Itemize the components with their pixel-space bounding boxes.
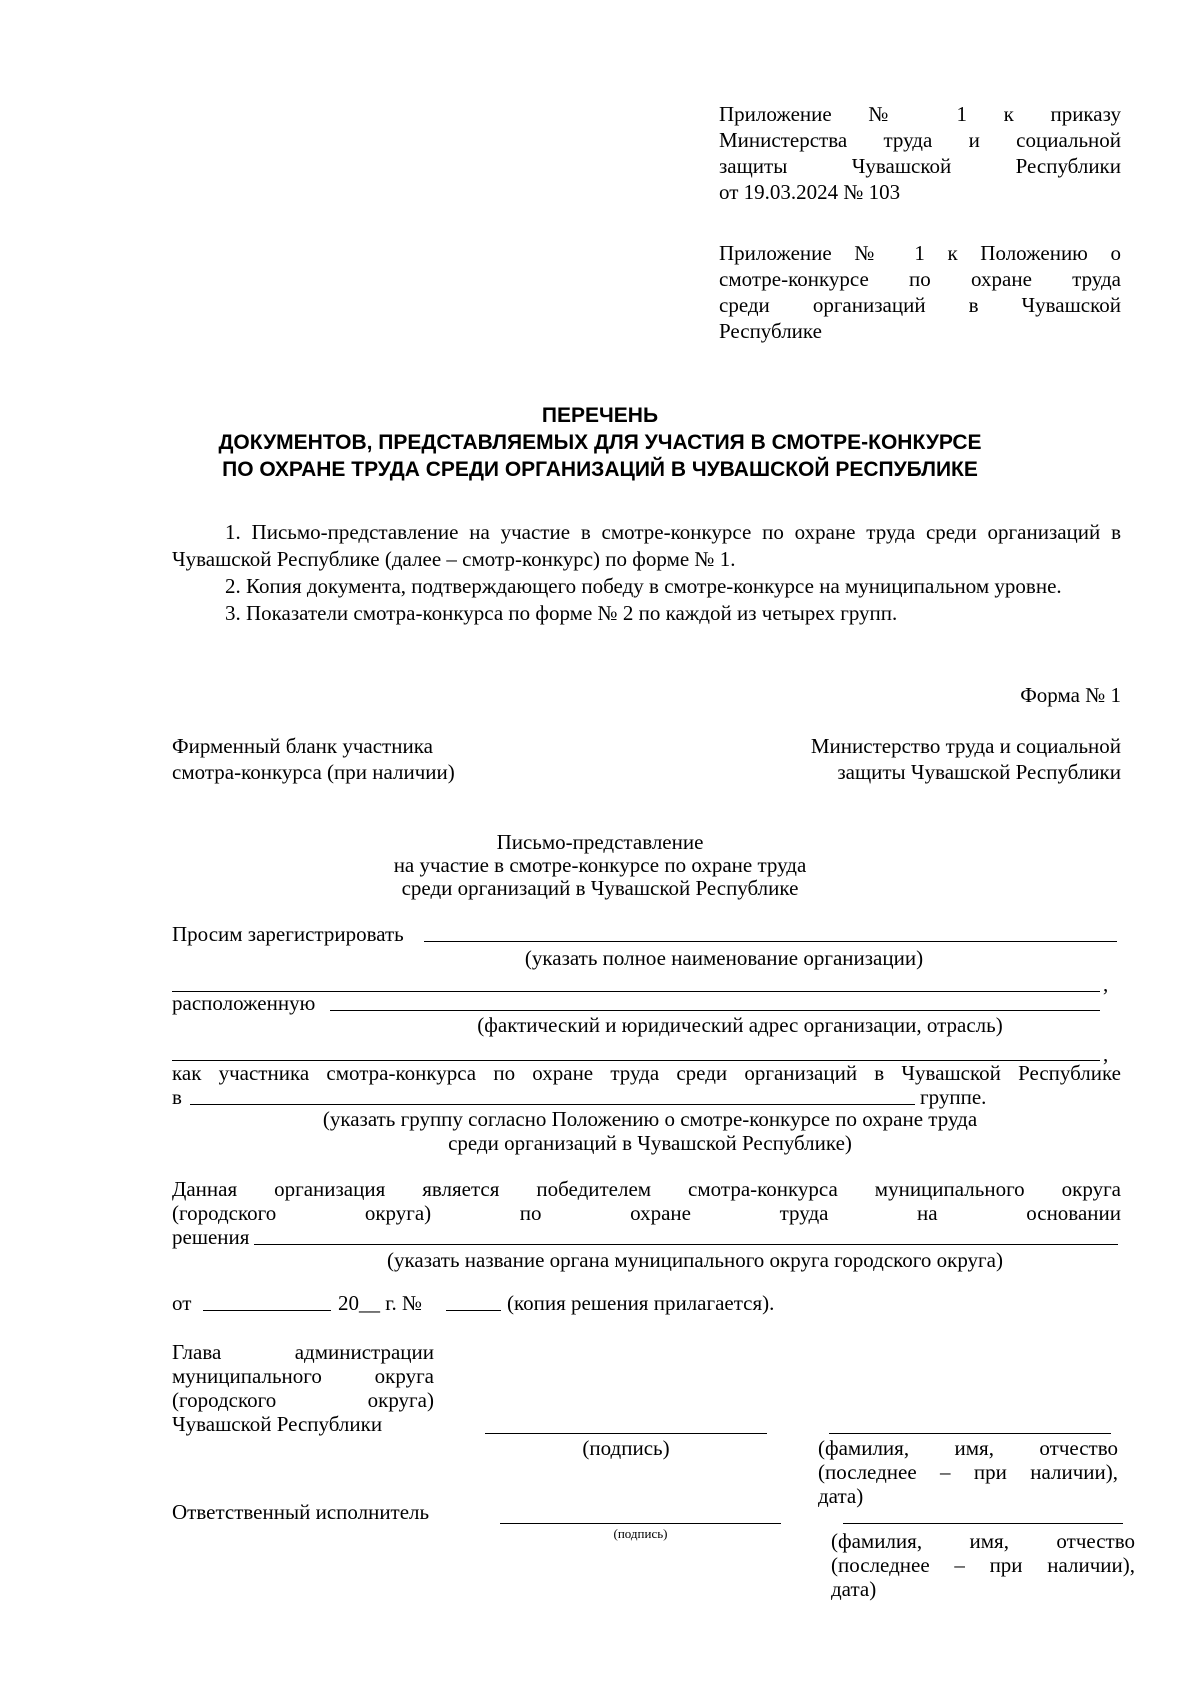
- head-fio-hint: [818, 1436, 1118, 1508]
- decision-hint: (указать название органа муниципального округа городского округа): [387, 1248, 1003, 1272]
- head-title-line-3: (городского округа): [172, 1388, 434, 1412]
- decision-number-field[interactable]: [446, 1310, 501, 1311]
- head-signature-hint: (подпись): [582, 1436, 670, 1460]
- documents-list: [172, 519, 1121, 627]
- executor-fio-hint: [831, 1529, 1135, 1601]
- group-hint: [250, 1107, 1050, 1155]
- list-item: 3. Показатели смотра-конкурса по форме № 2 по каждой из четырех групп.: [225, 601, 898, 625]
- letter-title-line-3: среди организаций в Чувашской Республике: [401, 876, 799, 900]
- list-item: 2. Копия документа, подтверждающего победу в смотре-конкурсе на муниципальном уровне.: [225, 574, 1062, 598]
- appendix-1-line-2: Министерства труда и социальной: [719, 128, 1121, 152]
- appendix-1-line-4: от 19.03.2024 № 103: [719, 180, 901, 204]
- comma: ,: [1103, 972, 1109, 996]
- addressee-line-2: защиты Чувашской Республики: [837, 760, 1121, 784]
- letter-title-line-1: Письмо-представление: [496, 830, 704, 854]
- letterhead-line-1: Фирменный бланк участника: [172, 734, 433, 758]
- from-label: от: [172, 1291, 192, 1315]
- group-hint-line-2: среди организаций в Чувашской Республике): [448, 1131, 852, 1155]
- group-label: группе.: [920, 1085, 987, 1109]
- appendix-regulation-reference: [719, 240, 1121, 344]
- form-number-label: Форма № 1: [1020, 683, 1121, 707]
- address-hint: (фактический и юридический адрес организации, отрасль): [477, 1013, 1003, 1037]
- head-signature-field[interactable]: [485, 1433, 767, 1434]
- head-fio-line-2: (последнее – при наличии),: [818, 1460, 1118, 1484]
- head-title: [172, 1340, 434, 1436]
- head-fio-line-1: (фамилия, имя, отчество: [818, 1436, 1118, 1460]
- head-fio-field[interactable]: [829, 1433, 1111, 1434]
- winner-text: [172, 1177, 1121, 1225]
- located-label: расположенную: [172, 991, 316, 1015]
- executor-fio-line-2: (последнее – при наличии),: [831, 1553, 1135, 1577]
- letterhead-note: [172, 733, 592, 785]
- appendix-2-line-3: среди организаций в Чувашской: [719, 293, 1121, 317]
- executor-fio-line-1: (фамилия, имя, отчество: [831, 1529, 1135, 1553]
- addressee-line-1: Министерство труда и социальной: [810, 734, 1121, 758]
- year-label: 20__ г. №: [338, 1291, 423, 1315]
- head-title-line-4: Чувашской Республики: [172, 1412, 383, 1436]
- group-field[interactable]: [190, 1104, 915, 1105]
- appendix-2-line-2: смотре-конкурсе по охране труда: [719, 267, 1121, 291]
- letter-title: [300, 831, 900, 900]
- head-title-line-1: Глава администрации: [172, 1340, 434, 1364]
- document-title: [150, 402, 1050, 483]
- head-title-line-2: муниципального округа: [172, 1364, 434, 1388]
- executor-fio-field[interactable]: [843, 1523, 1123, 1524]
- letterhead-line-2: смотра-конкурса (при наличии): [172, 760, 455, 784]
- appendix-order-reference: [719, 101, 1121, 205]
- group-hint-line-1: (указать группу согласно Положению о смотре-конкурсе по охране труда: [322, 1107, 978, 1131]
- executor-fio-line-3: дата): [831, 1577, 877, 1601]
- appendix-2-line-4: Республике: [719, 319, 822, 343]
- in-label: в: [172, 1085, 182, 1109]
- winner-line-2: (городского округа) по охране труда на основании: [172, 1201, 1121, 1225]
- appendix-2-line-1: Приложение № 1 к Положению о: [719, 241, 1121, 265]
- comma: ,: [1103, 1042, 1109, 1066]
- decision-label: решения: [172, 1225, 250, 1249]
- organization-name-field[interactable]: [424, 941, 1117, 942]
- address-field[interactable]: [330, 1010, 1100, 1011]
- copy-note: (копия решения прилагается).: [507, 1291, 775, 1315]
- participant-text: как участника смотра-конкурса по охране труда среди организаций в Чувашской Республике: [172, 1061, 1121, 1085]
- organization-name-hint: (указать полное наименование организации): [524, 946, 924, 970]
- executor-signature-field[interactable]: [500, 1523, 781, 1524]
- list-item: 1. Письмо-представление на участие в смотре-конкурсе по охране труда среди организаций в Чувашской Республике (далее – смотр-конкурс) по форме № 1.: [172, 520, 1121, 571]
- title-line-3: ПО ОХРАНЕ ТРУДА СРЕДИ ОРГАНИЗАЦИЙ В ЧУВАШСКОЙ РЕСПУБЛИКЕ: [222, 458, 978, 481]
- title-line-1: ПЕРЕЧЕНЬ: [541, 404, 659, 427]
- executor-label: Ответственный исполнитель: [172, 1500, 430, 1524]
- title-line-2: ДОКУМЕНТОВ, ПРЕДСТАВЛЯЕМЫХ ДЛЯ УЧАСТИЯ В СМОТРЕ-КОНКУРСЕ: [218, 431, 982, 454]
- letter-title-line-2: на участие в смотре-конкурсе по охране труда: [393, 853, 807, 877]
- appendix-1-line-3: защиты Чувашской Республики: [719, 154, 1121, 178]
- register-label: Просим зарегистрировать: [172, 922, 404, 946]
- decision-field[interactable]: [254, 1244, 1118, 1245]
- decision-date-field[interactable]: [203, 1310, 331, 1311]
- appendix-1-line-1: Приложение № 1 к приказу: [719, 102, 1121, 126]
- addressee: [700, 733, 1121, 785]
- winner-line-1: Данная организация является победителем смотра-конкурса муниципального округа: [172, 1177, 1121, 1201]
- head-fio-line-3: дата): [818, 1484, 864, 1508]
- executor-signature-hint: (подпись): [613, 1526, 668, 1541]
